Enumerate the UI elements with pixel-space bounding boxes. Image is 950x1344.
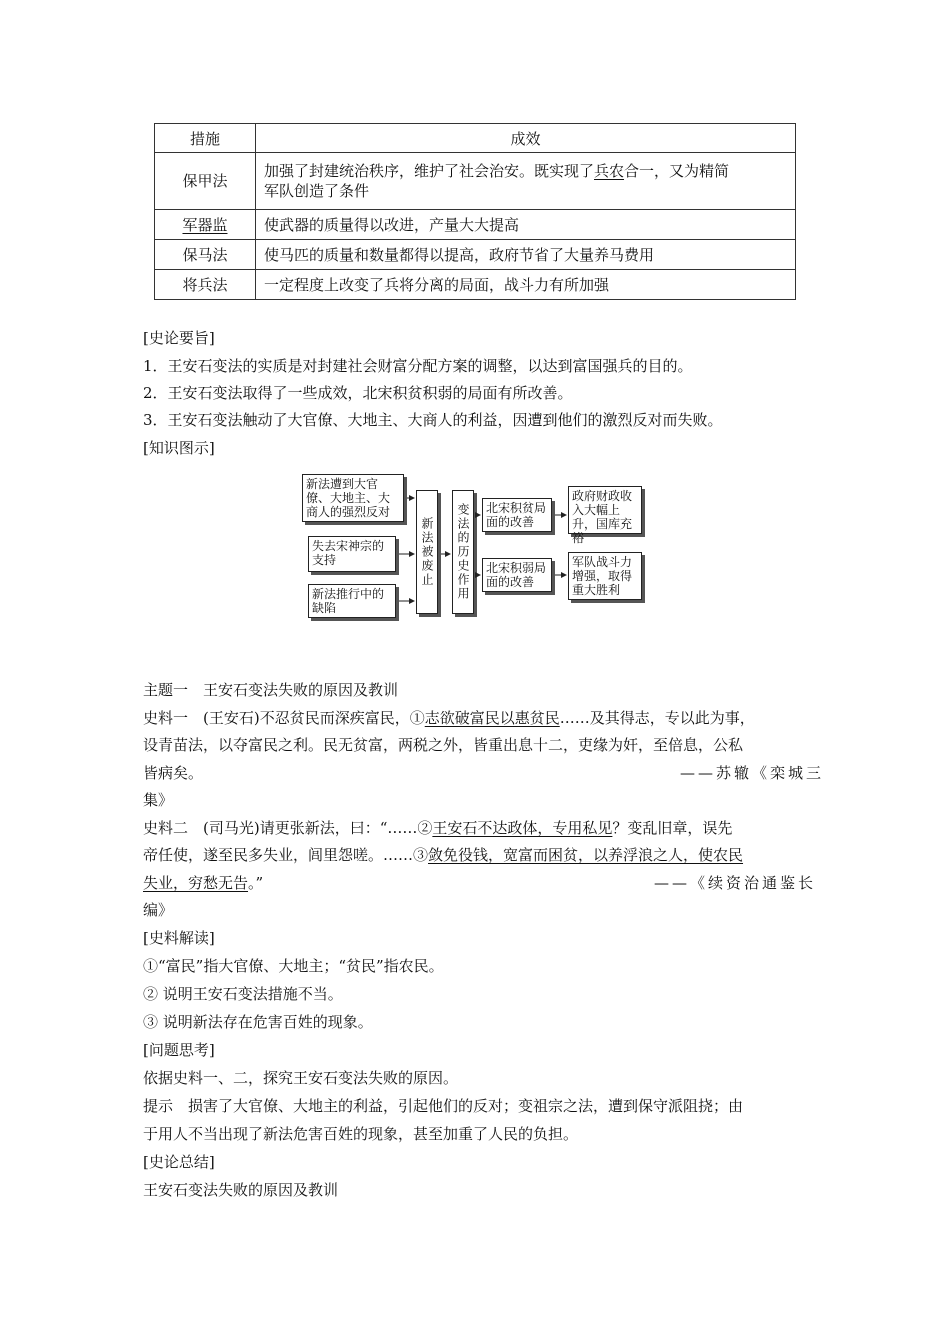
underlined-text: 王安石不达政体，专用私见 bbox=[432, 819, 613, 837]
table-row bbox=[155, 270, 796, 300]
summary-point: 2．王安石变法取得了一些成效，北宋积贫积弱的局面有所改善。 bbox=[143, 384, 573, 402]
role-box: 变法的历史作用 bbox=[452, 490, 474, 614]
knowledge-diagram bbox=[300, 470, 650, 615]
text: 史料二 (司马光)请更张新法，曰：“……② bbox=[143, 819, 433, 837]
conclusion-text: 王安石变法失败的原因及教训 bbox=[143, 1181, 339, 1199]
effect-box: 北宋积贫局面的改善 bbox=[482, 498, 552, 532]
conclusion-heading: [史论总结] bbox=[143, 1153, 215, 1171]
underlined-text: 失业，穷愁无告 bbox=[143, 874, 249, 892]
measures-table bbox=[154, 123, 796, 300]
effect-cell: 一定程度上改变了兵将分离的局面，战斗力有所加强 bbox=[256, 270, 796, 300]
source2-line bbox=[143, 873, 263, 893]
effect-cell: 使马匹的质量和数量都得以提高，政府节省了大量养马费用 bbox=[256, 240, 796, 270]
source1-line: 皆病矣。 bbox=[143, 764, 204, 782]
source2-citation-end: 编》 bbox=[143, 901, 174, 919]
effect-cell bbox=[256, 153, 796, 210]
interp-item: ①“富民”指大官僚、大地主；“贫民”指农民。 bbox=[143, 957, 444, 975]
text: 帝任使，遂至民多失业，闾里怨嗟。……③ bbox=[143, 846, 429, 864]
hint-line: 提示 损害了大官僚、大地主的利益，引起他们的反对；变祖宗之法，遭到保守派阻挠；由 bbox=[143, 1097, 744, 1115]
table-row bbox=[155, 153, 796, 210]
measure-cell: 将兵法 bbox=[155, 270, 256, 300]
result-box: 政府财政收入大幅上升，国库充裕 bbox=[568, 486, 642, 534]
result-box: 军队战斗力增强，取得重大胜利 bbox=[568, 552, 642, 600]
interp-heading: [史料解读] bbox=[143, 929, 215, 947]
underlined-text: 志欲破富民以惠贫民 bbox=[424, 709, 560, 727]
hint-line: 于用人不当出现了新法危害百姓的现象，甚至加重了人民的负担。 bbox=[143, 1125, 579, 1143]
measure-cell: 保马法 bbox=[155, 240, 256, 270]
summary-heading: [史论要旨] bbox=[143, 329, 215, 347]
underlined-text: 敛免役钱，宽富而困贫，以养浮浪之人，使农民 bbox=[428, 846, 744, 864]
effect-text: 合一，又为精简 bbox=[624, 162, 730, 180]
question-heading: [问题思考] bbox=[143, 1041, 215, 1059]
cause-box: 失去宋神宗的支持 bbox=[308, 536, 396, 572]
source1-citation: ——苏辙《栾城三 bbox=[680, 764, 825, 782]
effect-box: 北宋积弱局面的改善 bbox=[482, 558, 552, 592]
text: 史料一 (王安石)不忍贫民而深疾富民，① bbox=[143, 709, 425, 727]
summary-point: 3．王安石变法触动了大官僚、大地主、大商人的利益，因遭到他们的激烈反对而失败。 bbox=[143, 411, 723, 429]
header-measure: 措施 bbox=[155, 124, 256, 153]
effect-text: 加强了封建统治秩序，维护了社会治安。既实现了 bbox=[264, 162, 595, 180]
text: ？变乱旧章，误先 bbox=[612, 819, 733, 837]
source1-citation-end: 集》 bbox=[143, 791, 174, 809]
source2-line bbox=[143, 818, 732, 838]
source1-line bbox=[143, 708, 755, 728]
interp-item: ③ 说明新法存在危害百姓的现象。 bbox=[143, 1013, 373, 1031]
question-text: 依据史料一、二，探究王安石变法失败的原因。 bbox=[143, 1069, 459, 1087]
effect-underlined: 兵农 bbox=[594, 162, 625, 180]
effect-text: 军队创造了条件 bbox=[264, 182, 370, 200]
source2-line bbox=[143, 845, 743, 865]
theme-title: 主题一 王安石变法失败的原因及教训 bbox=[143, 681, 399, 699]
text: 。” bbox=[248, 874, 264, 892]
measure-cell: 保甲法 bbox=[155, 153, 256, 210]
diagram-heading: [知识图示] bbox=[143, 439, 215, 457]
effect-cell: 使武器的质量得以改进，产量大大提高 bbox=[256, 210, 796, 240]
source2-citation: ——《续资治通鉴长 bbox=[654, 874, 817, 892]
cause-box: 新法推行中的缺陷 bbox=[308, 584, 396, 618]
source1-line: 设青苗法，以夺富民之利。民无贫富，两税之外，皆重出息十二，吏缘为奸，至倍息，公私 bbox=[143, 736, 744, 754]
measure-cell: 军器监 bbox=[155, 210, 256, 240]
diagram-arrows bbox=[300, 470, 650, 610]
table-row bbox=[155, 240, 796, 270]
summary-point: 1．王安石变法的实质是对封建社会财富分配方案的调整，以达到富国强兵的目的。 bbox=[143, 357, 693, 375]
interp-item: ② 说明王安石变法措施不当。 bbox=[143, 985, 343, 1003]
table-header-row bbox=[155, 124, 796, 153]
header-effect: 成效 bbox=[256, 124, 796, 153]
abolished-box: 新法被废止 bbox=[416, 490, 438, 614]
text: ……及其得志，专以此为事， bbox=[559, 709, 755, 727]
cause-box: 新法遭到大官僚、大地主、大商人的强烈反对 bbox=[302, 474, 404, 522]
table-row bbox=[155, 210, 796, 240]
